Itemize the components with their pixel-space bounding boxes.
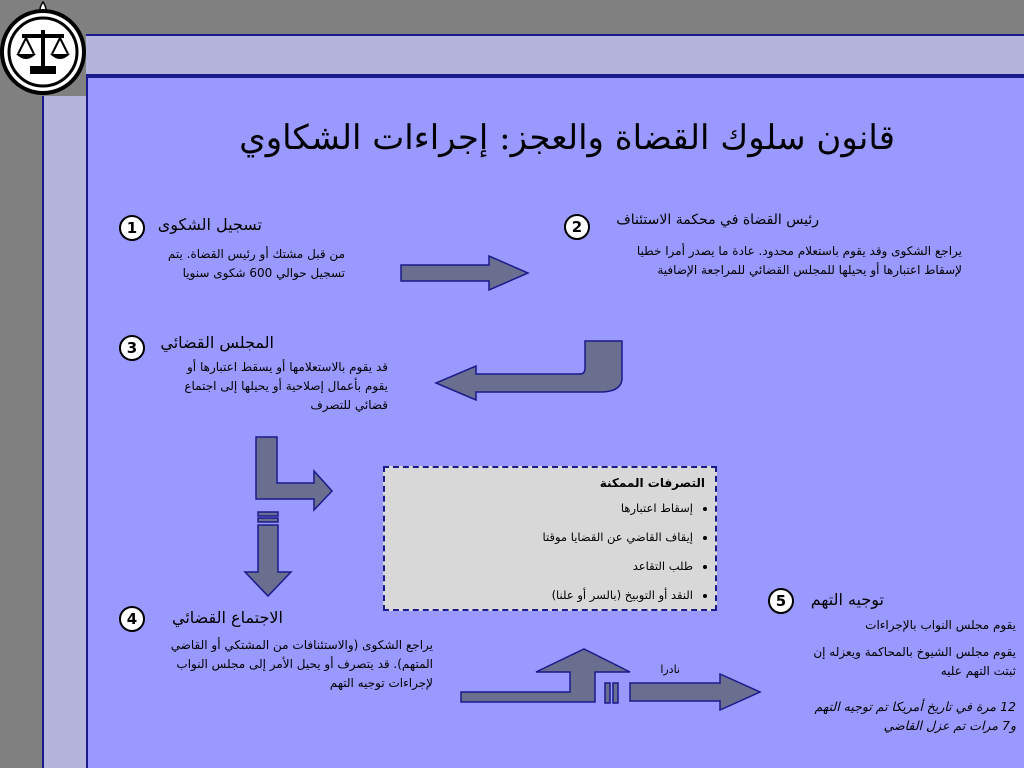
arrow-4-to-5 [630, 674, 760, 710]
list-item: • طلب التقاعد [542, 552, 693, 581]
arrow-2-to-3 [436, 341, 622, 400]
step-4-number: 4 [119, 606, 145, 632]
connector-bar-1 [258, 512, 278, 516]
step-3-heading: المجلس القضائي [160, 333, 274, 352]
list-item: • إيقاف القاضي عن القضايا موقتا [542, 523, 693, 552]
step-5-note: 12 مرة في تاريخ أمريكا تم توجيه التهم و7 مرات تم عزل القاضي [814, 699, 1016, 733]
step-3-number: 3 [119, 335, 145, 361]
step-1-number: 1 [119, 215, 145, 241]
step-4-text: يراجع الشكوى (والاستئنافات من المشتكي أو القاضي المتهم). قد يتصرف أو يحيل الأمر إلى مجلس النواب لإجراءات توجيه التهم [170, 638, 433, 690]
step-5-heading: توجيه التهم [810, 590, 884, 609]
list-item: • إسقاط اعتبارها [542, 494, 693, 523]
step-2-text: يراجع الشكوى وقد يقوم باستعلام محدود. عادة ما يصدر أمرا خطيا لإسقاط اعتبارها أو يحيلها للمجلس القضائي للمراجعة الإضافية [636, 244, 962, 277]
step-3-text: قد يقوم بالاستعلامها أو يسقط اعتبارها أو يقوم بأعمال إصلاحية أو يحيلها إلى اجتماع قضائي للتصرف [184, 360, 388, 412]
arrow-3-to-actions [256, 437, 332, 510]
possible-actions-list [542, 494, 707, 610]
list-item: • النقد أو التوبيخ (بالسر أو علنا) [542, 581, 693, 610]
arrow-1-to-2 [401, 256, 528, 290]
connector-bar-3 [605, 683, 610, 703]
step-1-text: من قبل مشتك أو رئيس القضاة. يتم تسجيل حوالي 600 شكوى سنويا [167, 247, 345, 280]
arrow-3-to-4 [245, 525, 291, 596]
step-1-heading: تسجيل الشكوى [157, 215, 262, 234]
page-title: قانون سلوك القضاة والعجز: إجراءات الشكاوي [239, 118, 895, 158]
possible-actions-title: التصرفات الممكنة [599, 476, 705, 490]
step-4-heading: الاجتماع القضائي [172, 608, 283, 627]
step-5-text: يقوم مجلس النواب بالإجراءات يقوم مجلس الشيوخ بالمحاكمة ويعزله إن ثبتت التهم عليه [813, 618, 1016, 678]
possible-actions-box [383, 466, 717, 611]
connector-bar-4 [613, 683, 618, 703]
connector-bar-2 [258, 518, 278, 522]
rarely-label: نادرا [660, 663, 680, 676]
step-5-number: 5 [768, 588, 794, 614]
step-2-heading: رئيس القضاة في محكمة الاستئناف [616, 212, 819, 228]
step-2-number: 2 [564, 214, 590, 240]
